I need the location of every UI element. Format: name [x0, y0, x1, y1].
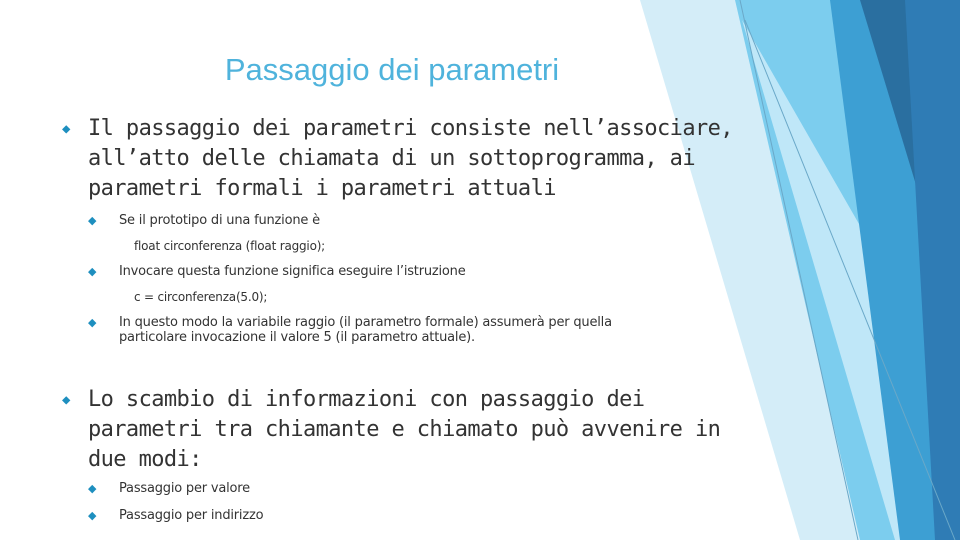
code-line: c = circonferenza(5.0);	[134, 290, 268, 304]
bullet-item	[62, 114, 742, 204]
diamond-bullet-icon: ◆	[88, 214, 97, 227]
slide-title: Passaggio dei parametri	[224, 52, 560, 87]
sub-bullet-item	[88, 481, 488, 496]
bullet-text: Il passaggio dei parametri consiste nell’associare, all’atto delle chiamata di un sottoprogramma, ai parametri formali i parametri attuali	[88, 116, 733, 201]
bullet-text: In questo modo la variabile raggio (il parametro formale) assumerà per quella particolare invocazione il valore 5 (il parametro attuale).	[119, 315, 612, 345]
diamond-bullet-icon: ◆	[88, 482, 97, 495]
diamond-bullet-icon: ◆	[88, 316, 97, 329]
diamond-bullet-icon: ◆	[62, 392, 70, 408]
sub-bullet-item	[88, 213, 648, 228]
diamond-bullet-icon: ◆	[88, 509, 97, 522]
bullet-text: Se il prototipo di una funzione è	[119, 213, 320, 228]
bullet-item	[62, 385, 730, 475]
bullet-text: Passaggio per indirizzo	[119, 508, 264, 523]
sub-bullet-item	[88, 315, 668, 345]
code-line: float circonferenza (float raggio);	[134, 239, 326, 253]
sub-bullet-item	[88, 264, 648, 279]
bullet-text: Lo scambio di informazioni con passaggio dei parametri tra chiamante e chiamato può avvenire in due modi:	[88, 387, 721, 472]
diamond-bullet-icon: ◆	[88, 265, 97, 278]
diamond-bullet-icon: ◆	[62, 121, 70, 137]
bullet-text: Passaggio per valore	[119, 481, 250, 496]
bullet-text: Invocare questa funzione significa eseguire l’istruzione	[119, 264, 466, 279]
sub-bullet-item	[88, 508, 488, 523]
